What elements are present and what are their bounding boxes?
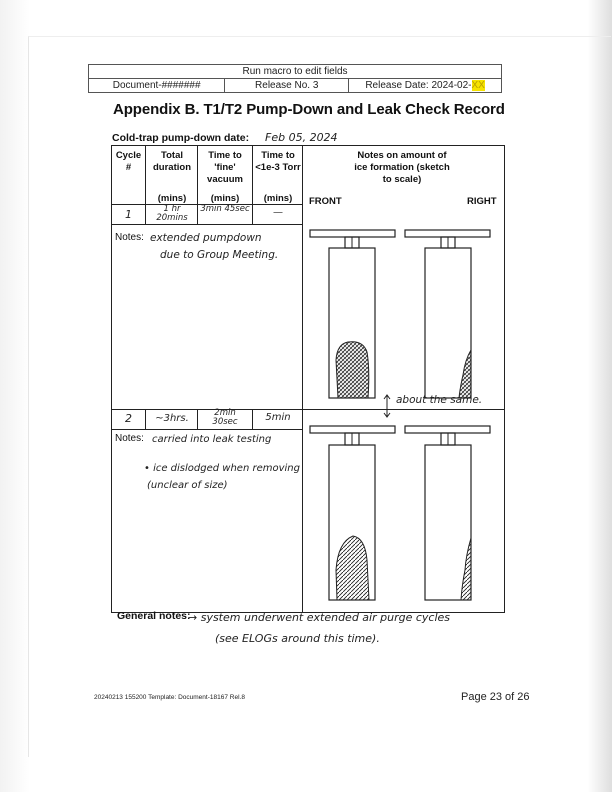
release-number: Release No. 3 [225,79,349,93]
release-date [349,79,502,93]
col-divider [252,409,253,429]
footer-page-number: Page 23 of 26 [461,691,530,703]
sketch-annotation: about the same. [396,394,483,406]
cycle-2-notes-label: Notes: [115,433,144,444]
cycle-1-torr: — [273,207,283,218]
general-notes-line-2: (see ELOGs around this time). [215,632,380,645]
cycle-1-ice-sketch [303,220,505,410]
unit-fine: (mins) [210,193,240,204]
document-header [88,64,502,93]
cycle-2-ice-sketch [303,420,505,610]
cycle-1-note-line-2: due to Group Meeting. [160,249,279,261]
cycle-2-number: 2 [125,412,132,425]
page-title: Appendix B. T1/T2 Pump-Down and Leak Check Record [113,101,505,118]
unit-total: (mins) [157,193,187,204]
double-arrow-icon [381,393,395,419]
cold-trap-date: Feb 05, 2024 [265,131,338,144]
cycle-2-torr: 5min [265,412,291,423]
release-date-prefix: Release Date: 2024-02- [365,80,472,91]
general-notes-label: General notes: [117,610,191,622]
document-id: Document-####### [89,79,225,93]
cycle-1-number: 1 [125,208,132,221]
general-notes-line-1: → system underwent extended air purge cycles [188,611,450,624]
cycle-1-fine: 3min 45sec [200,204,250,214]
cycle-1-notes-label: Notes: [115,232,144,243]
cycle-1-note-line-1: extended pumpdown [150,232,262,244]
row-divider [111,429,302,430]
header-cycle: Cycle # [115,150,142,173]
cycle-1-total: 1 hr 20mins [156,204,188,223]
header-total-duration: Total duration [153,150,191,173]
header-time-torr: Time to <1e-3 Torr [255,150,301,173]
col-divider [197,409,198,429]
cold-trap-label: Cold-trap pump-down date: [112,132,250,144]
cycle-2-note-line-1: carried into leak testing [152,434,272,445]
row-divider [111,224,302,225]
col-divider [145,409,146,429]
cycle-2-note-line-3: (unclear of size) [147,480,228,491]
cycle-2-total: ~3hrs. [155,413,189,424]
unit-torr: (mins) [263,193,293,204]
general-notes-text [188,607,450,649]
macro-note: Run macro to edit fields [89,65,502,79]
cycle-2-fine: 2min 30sec [212,408,238,427]
release-date-placeholder: XX [471,80,485,91]
header-notes-ice: Notes on amount of ice formation (sketch to scale) [354,150,450,185]
header-time-fine: Time to 'fine' vacuum [207,150,243,185]
col-divider [252,145,253,224]
col-divider [145,145,146,224]
label-right: RIGHT [467,196,497,207]
cycle-2-note-line-2: • ice dislodged when removing [144,463,300,474]
footer-template: 20240213 155200 Template: Document-18167 Rel.8 [94,694,245,701]
label-front: FRONT [309,196,342,207]
